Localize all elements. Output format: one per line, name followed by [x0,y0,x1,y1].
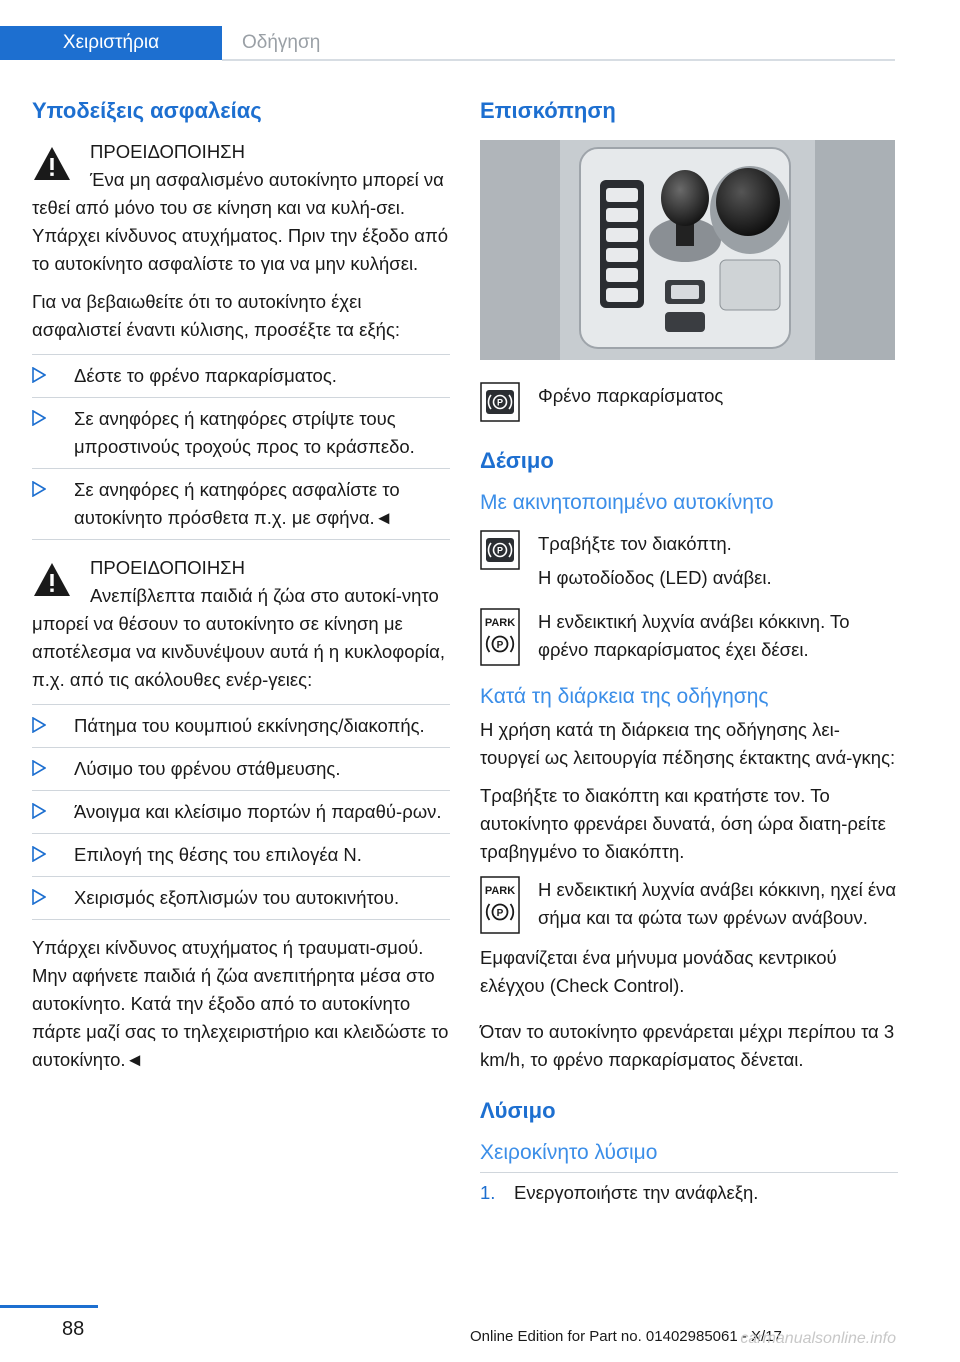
apply-heading: Δέσιμο [480,448,554,473]
bullet-triangle-icon [32,410,46,426]
list-item [32,397,450,468]
list-item-text: Δέστε το φρένο παρκαρίσματος. [74,365,337,386]
overview-heading: Επισκόπηση [480,98,616,123]
list-item [32,354,450,397]
warning-icon [32,144,72,184]
paragraph: Τραβήξτε το διακόπτη και κρατήστε τον. Το αυτοκίνητο φρενάρει δυνατά, όση ώρα διατη-ρείτε τραβηγμένο το διακόπτη. [480,785,886,862]
bullet-triangle-icon [32,717,46,733]
park-indicator-text: Η ενδεικτική λυχνία ανάβει κόκκινη. Το φρένο παρκαρίσματος έχει δέσει. [538,611,850,660]
park-label: PARK [484,617,516,629]
list-item [32,468,450,540]
instruction-line: Τραβήξτε τον διακόπτη. [538,533,732,554]
bullet-triangle-icon [32,481,46,497]
list-item-text: Πάτημα του κουμπιού εκκίνησης/διακοπής. [74,715,425,736]
list-item-text: Σε ανηφόρες ή κατηφόρες στρίψτε τους μπροστινούς τροχούς προς το κράσπεδο. [74,408,415,457]
step-text: Ενεργοποιήστε την ανάφλεξη. [514,1182,759,1203]
bullet-triangle-icon [32,846,46,862]
bullet-triangle-icon [32,803,46,819]
list-item [480,1172,898,1207]
page-number-bar [0,1305,98,1308]
svg-text:P: P [496,545,504,556]
stationary-row [480,530,898,592]
steps-list [480,1172,898,1207]
park-label: PARK [484,885,516,897]
parking-brake-switch-icon [480,382,520,422]
bullet-list-1 [32,354,450,540]
driving-subheading: Κατά τη διάρκεια της οδήγησης [480,685,769,708]
paragraph: Εμφανίζεται ένα μήνυμα μονάδας κεντρικού ελέγχου (Check Control). [480,947,837,996]
list-item [32,790,450,833]
warning-title: ΠΡΟΕΙΔΟΠΟΙΗΣΗ [90,557,245,578]
paragraph: Η χρήση κατά τη διάρκεια της οδήγησης λει-τουργεί ως λειτουργία πέδησης έκτακτης ανά-γκης: [480,719,896,768]
park-indicator-icon [480,876,520,934]
list-item [32,833,450,876]
list-item [32,704,450,747]
park-indicator-row-2 [480,876,898,934]
edition-note: Online Edition for Part no. 01402985061 - X/17 [470,1328,782,1345]
warning-text: Ένα μη ασφαλισμένο αυτοκίνητο μπορεί να τεθεί από μόνο του σε κίνηση και να κυλή-σει. Υπάρχει κίνδυνος ατυχήματος. Πριν την έξοδο από το αυτοκίνητο ασφαλίστε το για να μην κυλήσει. [32,169,449,274]
manual-release-subheading: Χειροκίνητο λύσιμο [480,1141,658,1164]
list-item [32,747,450,790]
list-item-text: Σε ανηφόρες ή κατηφόρες ασφαλίστε το αυτοκίνητο πρόσθετα π.χ. με σφήνα.◄ [74,479,400,528]
list-item [32,876,450,920]
top-navigation [0,0,895,60]
list-item-text: Λύσιμο του φρένου στάθμευσης. [74,758,341,779]
release-heading: Λύσιμο [480,1098,556,1123]
paragraph: Για να βεβαιωθείτε ότι το αυτοκίνητο έχει ασφαλιστεί έναντι κύλισης, προσέξτε τα εξής: [32,291,400,340]
step-number: 1. [480,1182,496,1203]
left-column [32,96,450,1084]
park-indicator-text: Η ενδεικτική λυχνία ανάβει κόκκινη, ηχεί ένα σήμα και τα φώτα των φρένων ανάβουν. [538,879,897,928]
warning-block-2 [32,554,450,694]
tab-controls[interactable]: Χειριστήρια [0,26,222,60]
warning-block-1 [32,138,450,278]
list-item-text: Άνοιγμα και κλείσιμο πορτών ή παραθύ-ρων. [74,801,442,822]
tab-driving[interactable]: Οδήγηση [242,32,321,53]
watermark: carmanualsonline.info [740,1330,896,1347]
parking-brake-switch-icon [480,530,520,570]
brake-caption-row [480,382,898,422]
center-console-photo [480,140,895,360]
list-item-text: Επιλογή της θέσης του επιλογέα N. [74,844,362,865]
park-indicator-row-1 [480,608,898,666]
stationary-subheading: Με ακινητοποιημένο αυτοκίνητο [480,491,774,514]
warning-title: ΠΡΟΕΙΔΟΠΟΙΗΣΗ [90,141,245,162]
paragraph: Υπάρχει κίνδυνος ατυχήματος ή τραυματι-σμού. Μην αφήνετε παιδιά ή ζώα ανεπιτήρητα μέσα στο αυτοκίνητο. Κατά την έξοδο από το αυτοκίνητο πάρτε μαζί σας το τηλεχειριστήριο και κλειδώστε το αυτοκίνητο.◄ [32,937,449,1070]
svg-text:P: P [496,397,504,408]
svg-text:P: P [496,908,504,919]
instruction-line: Η φωτοδίοδος (LED) ανάβει. [538,567,772,588]
page-number: 88 [62,1318,85,1340]
safety-heading: Υποδείξεις ασφαλείας [32,98,262,123]
bullet-triangle-icon [32,760,46,776]
warning-icon [32,560,72,600]
bullet-triangle-icon [32,889,46,905]
paragraph: Όταν το αυτοκίνητο φρενάρεται μέχρι περίπου τα 3 km/h, το φρένο παρκαρίσματος δένεται. [480,1021,895,1070]
header-divider [222,59,895,61]
bullet-list-2 [32,704,450,920]
svg-text:P: P [496,640,504,651]
bullet-triangle-icon [32,367,46,383]
warning-text: Ανεπίβλεπτα παιδιά ή ζώα στο αυτοκί-νητο μπορεί να θέσουν το αυτοκίνητο σε κίνηση με αποτέλεσμα να κινδυνέψουν αυτά ή η κυκλοφορία, π.χ. από τις ακόλουθες ενέρ-γειες: [32,585,445,690]
park-indicator-icon [480,608,520,666]
list-item-text: Χειρισμός εξοπλισμών του αυτοκινήτου. [74,887,400,908]
brake-caption: Φρένο παρκαρίσματος [538,385,724,406]
right-column [480,96,898,1207]
